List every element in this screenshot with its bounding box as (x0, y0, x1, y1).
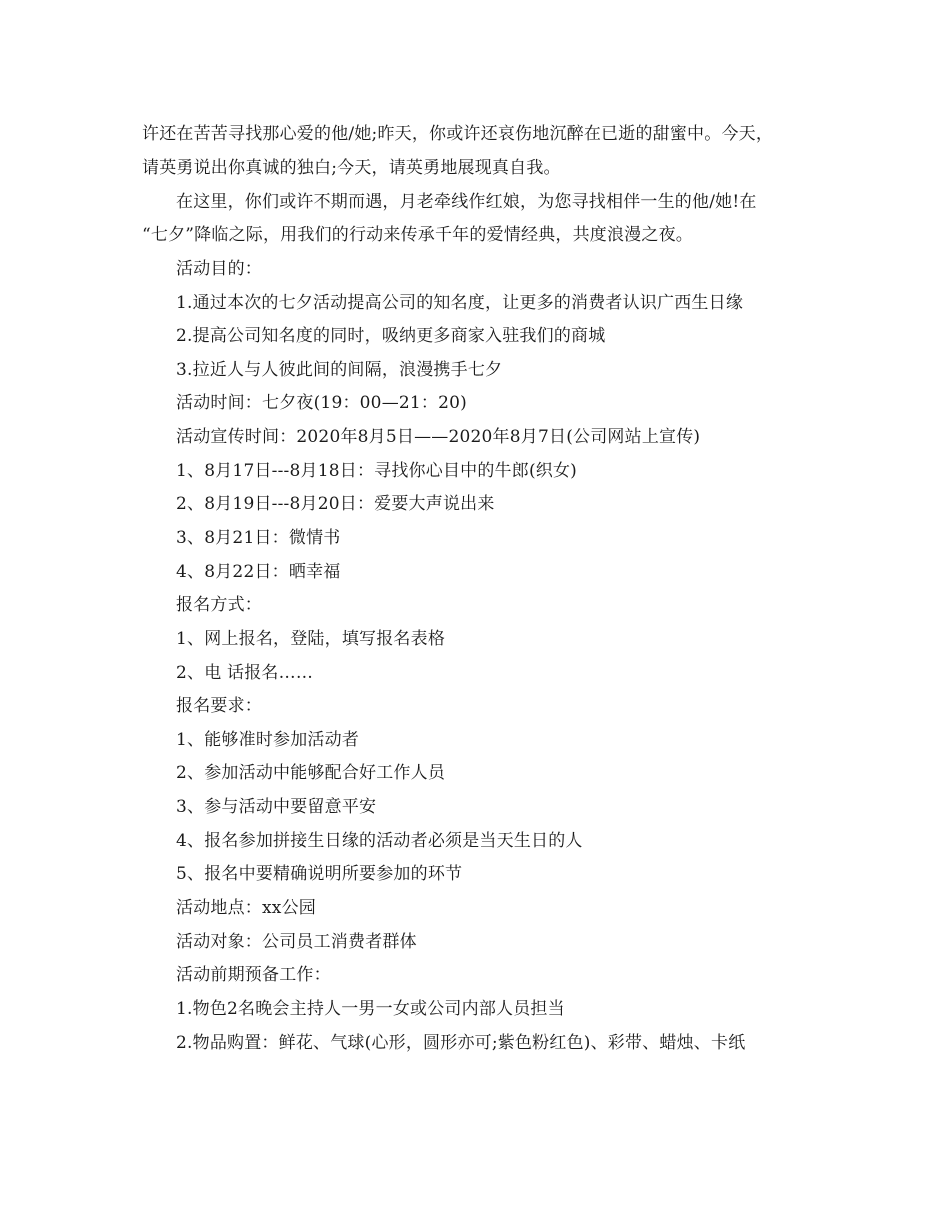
info-line: 活动地点：xx公园 (176, 898, 316, 918)
list-item: 2、8月19日---8月20日：爱要大声说出来 (176, 494, 495, 514)
list-item: 3、8月21日：微情书 (176, 528, 341, 548)
list-item: 4、8月22日：晒幸福 (176, 562, 341, 582)
list-item: 2、参加活动中能够配合好工作人员 (176, 763, 446, 783)
list-item: 2、电 话报名…… (176, 663, 314, 683)
list-item: 1.物色2名晚会主持人一男一女或公司内部人员担当 (176, 999, 565, 1019)
info-line: 活动宣传时间：2020年8月5日——2020年8月7日(公司网站上宣传) (176, 427, 701, 447)
paragraph-line: 在这里，你们或许不期而遇，月老牵线作红娘，为您寻找相伴一生的他/她!在 (176, 192, 757, 212)
paragraph-line: 许还在苦苦寻找那心爱的他/她;昨天，你或许还哀伤地沉醉在已逝的甜蜜中。今天， (142, 124, 774, 144)
list-item: 1.通过本次的七夕活动提高公司的知名度，让更多的消费者认识广西生日缘 (176, 293, 744, 313)
list-item: 1、网上报名，登陆，填写报名表格 (176, 629, 446, 649)
list-item: 3、参与活动中要留意平安 (176, 797, 377, 817)
info-line: 活动对象：公司员工消费者群体 (176, 932, 417, 952)
list-item: 2.物品购置：鲜花、气球(心形，圆形亦可;紫色粉红色)、彩带、蜡烛、卡纸 (176, 1033, 746, 1053)
list-item: 5、报名中要精确说明所要参加的环节 (176, 864, 463, 884)
info-line: 活动时间：七夕夜(19：00—21：20) (176, 393, 467, 413)
section-heading: 活动目的： (176, 259, 262, 279)
list-item: 2.提高公司知名度的同时，吸纳更多商家入驻我们的商城 (176, 326, 606, 346)
paragraph-line: “七夕”降临之际，用我们的行动来传承千年的爱情经典，共度浪漫之夜。 (142, 225, 693, 245)
list-item: 1、能够准时参加活动者 (176, 730, 360, 750)
section-heading: 活动前期预备工作： (176, 965, 331, 985)
section-heading: 报名方式： (176, 595, 262, 615)
list-item: 3.拉近人与人彼此间的间隔，浪漫携手七夕 (176, 360, 503, 380)
paragraph-line: 请英勇说出你真诚的独白;今天，请英勇地展现真自我。 (142, 158, 561, 178)
section-heading: 报名要求： (176, 696, 262, 716)
list-item: 1、8月17日---8月18日：寻找你心目中的牛郎(织女) (176, 461, 578, 481)
list-item: 4、报名参加拼接生日缘的活动者必须是当天生日的人 (176, 831, 583, 851)
